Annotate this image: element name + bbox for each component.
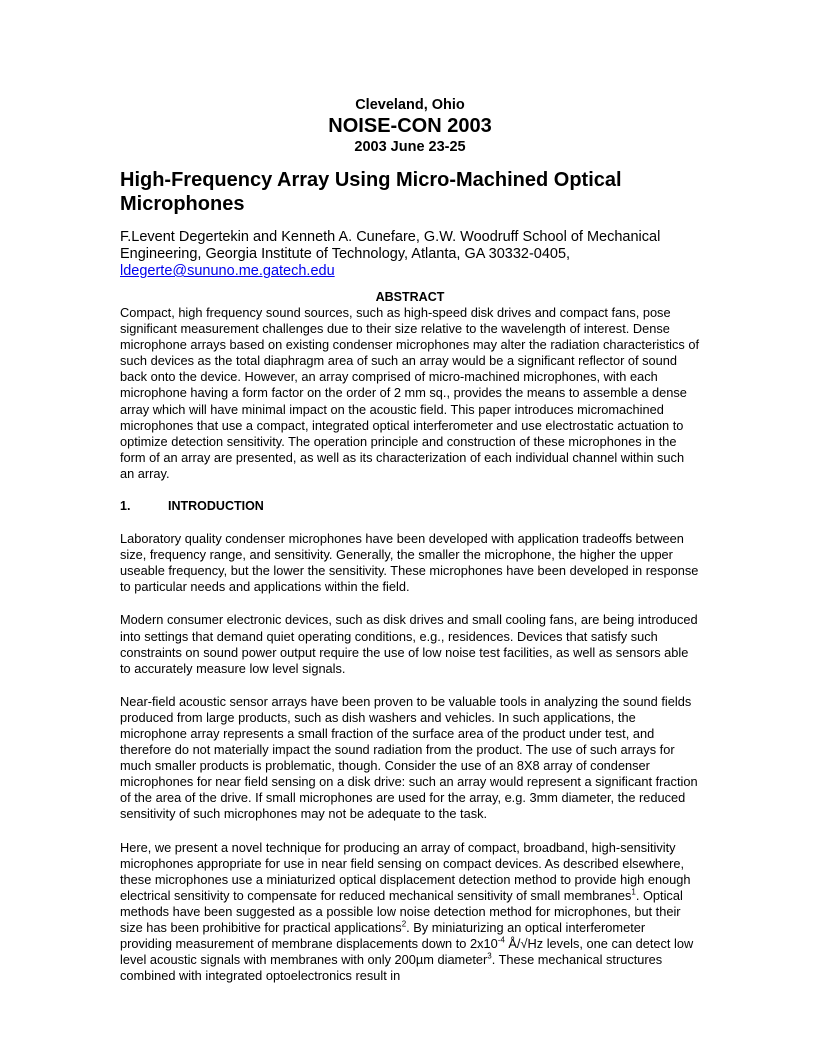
paper-page (120, 96, 700, 984)
author-affiliation: F.Levent Degertekin and Kenneth A. Cunefare, G.W. Woodruff School of Mechanical Engineering, Georgia Institute of Technology, Atlanta, GA 30332-0405, (120, 229, 661, 262)
p4-part-e: . These mechanical structures combined with integrated optoelectronics result in (120, 952, 663, 984)
paper-title: High-Frequency Array Using Micro-Machined Optical Microphones (120, 169, 622, 215)
citation-3: 3 (487, 951, 492, 961)
conference-header (120, 96, 700, 156)
author-block (120, 229, 700, 280)
exponent: -4 (497, 935, 505, 945)
intro-paragraph-3: Near-field acoustic sensor arrays have been proven to be valuable tools in analyzing the sound fields produced from large products, such as dish washers and vehicles. In such applications, the microphone array represents a small fraction of the surface area of the product under test, and therefore do not materially impact the sound radiation from the product. The use of such arrays for much smaller products is problematic, though. Consider the use of an 8X8 array of condenser microphones for near field sensing on a disk drive: such an array would represent a significant fraction of the area of the drive. If small microphones are used for the array, e.g. 3mm diameter, the reduced sensitivity of such microphones may not be adequate to the task. (120, 693, 698, 822)
section-number: 1. (120, 499, 131, 514)
author-email-link[interactable]: ldegerte@sununo.me.gatech.edu (120, 263, 335, 279)
p4-part-d: Å/√Hz levels, one can detect low level acoustic signals with membranes with only 200µm diameter (120, 936, 694, 968)
section-title: INTRODUCTION (168, 499, 264, 514)
intro-paragraph-1: Laboratory quality condenser microphones have been developed with application tradeoffs between size, frequency range, and sensitivity. Generally, the smaller the microphone, the higher the upper useable frequency, but the lower the sensitivity. These microphones have been developed in response to particular needs and applications within the field. (120, 531, 699, 595)
abstract-heading: ABSTRACT (375, 290, 445, 304)
conference-name: NOISE-CON 2003 (328, 115, 492, 137)
conference-city: Cleveland, Ohio (355, 97, 465, 113)
intro-paragraph-4 (120, 840, 700, 985)
p4-part-a: Here, we present a novel technique for producing an array of compact, broadband, high-sensitivity microphones appropriate for use in near field sensing on compact devices. As described elsewhere, these microphones use a miniaturized optical displacement detection method to provide high enough electrical sensitivity to compensate for reduced mechanical sensitivity of small membranes (120, 839, 691, 903)
conference-date: 2003 June 23-25 (354, 139, 466, 155)
p4-part-c: . By miniaturizing an optical interferometer providing measurement of membrane displacements down to 2x10 (120, 920, 646, 952)
section-heading-introduction (120, 498, 700, 514)
p4-part-b: . Optical methods have been suggested as a possible low noise detection method for microphones, but their size has been prohibitive for practical applications (120, 887, 683, 935)
citation-2: 2 (401, 919, 407, 929)
intro-paragraph-2: Modern consumer electronic devices, such as disk drives and small cooling fans, are being introduced into settings that demand quiet operating conditions, e.g., residences. Devices that satisfy such constraints on sound power output require the use of low noise test facilities, as well as sensors able to accurately measure low level signals. (120, 612, 698, 676)
abstract-text: Compact, high frequency sound sources, such as high-speed disk drives and compact fans, pose significant measurement challenges due to their size relative to the wavelength of interest. Dense microphone arrays based on existing condenser microphones may alter the radiation characteristics of such devices as the total diaphragm area of such an array would be a significant reflector of sound back onto the device. However, an array comprised of micro-machined microphones, with each microphone having a form factor on the order of 2 mm sq., provides the means to assemble a dense array which will have minimal impact on the acoustic field. This paper introduces micromachined microphones that use a compact, integrated optical interferometer and use electrostatic actuation to optimize detection sensitivity. The operation principle and construction of these microphones in the form of an array are presented, as well as its characterization of each individual channel within such an array. (120, 305, 699, 481)
citation-1: 1 (631, 887, 636, 897)
